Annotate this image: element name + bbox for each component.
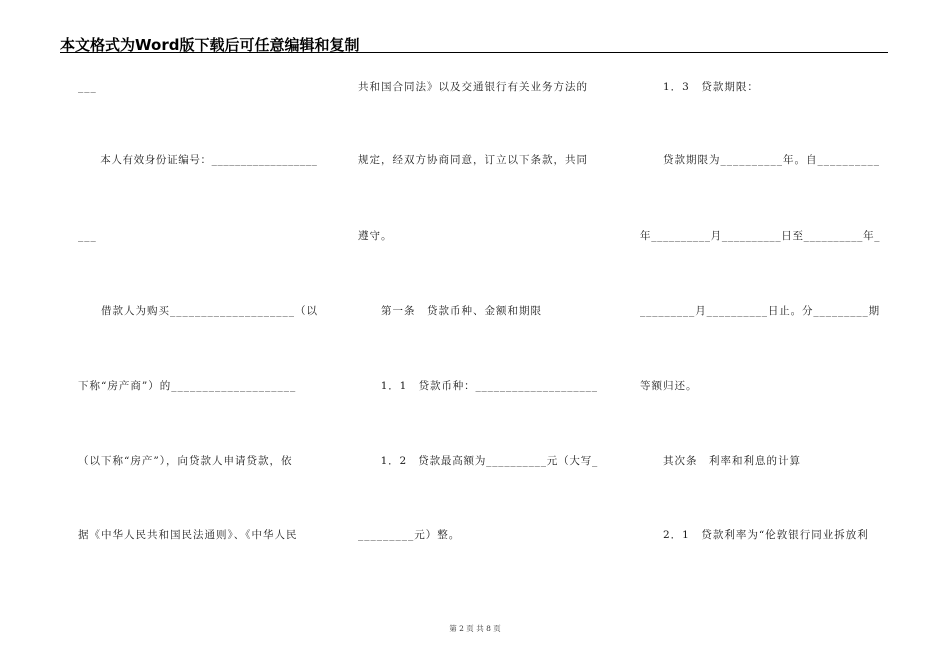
column-1-line-2: 本人有效身份证编号：__________________: [78, 154, 318, 166]
column-2-line-4: 第一条 贷款币种、金额和期限: [358, 305, 542, 317]
document-header-title: 本文格式为Word版下载后可任意编辑和复制: [60, 36, 360, 54]
column-2-line-1: 共和国合同法》以及交通银行有关业务方法的: [358, 81, 588, 93]
column-1-line-3: ___: [78, 230, 97, 242]
text-column-3: [640, 0, 880, 620]
column-2-line-6: 1．2 贷款最高额为__________元（大写_: [358, 455, 599, 467]
column-1-line-4: 借款人为购买____________________（以: [78, 305, 318, 317]
column-3-line-5: 等额归还。: [640, 380, 698, 392]
text-column-2: [358, 0, 598, 620]
column-3-line-4: _________月__________日止。分_________期: [640, 305, 880, 317]
column-2-line-7: _________元）整。: [358, 529, 461, 541]
column-2-line-5: 1．1 贷款币种：____________________: [358, 380, 598, 392]
column-1-line-1: ___: [78, 81, 97, 93]
column-3-line-3: 年__________月__________日至__________年_: [640, 230, 881, 242]
page-number: 第 2 页 共 8 页: [449, 624, 501, 633]
column-3-line-6: 其次条 利率和利息的计算: [640, 455, 801, 467]
column-3-line-2: 贷款期限为__________年。自__________: [640, 154, 880, 166]
column-2-line-2: 规定，经双方协商同意，订立以下条款，共同: [358, 154, 588, 166]
column-1-line-6: （以下称“房产”），向贷款人申请贷款，依: [78, 455, 293, 467]
column-2-line-3: 遵守。: [358, 230, 393, 242]
text-column-1: [78, 0, 318, 620]
column-3-line-1: 1．3 贷款期限：: [640, 81, 759, 93]
column-1-line-7: 据《中华人民共和国民法通则》、《中华人民: [78, 529, 298, 541]
column-1-line-5: 下称“房产商”）的____________________: [78, 380, 297, 392]
column-3-line-7: 2．1 贷款利率为“伦敦银行同业拆放利: [640, 529, 869, 541]
